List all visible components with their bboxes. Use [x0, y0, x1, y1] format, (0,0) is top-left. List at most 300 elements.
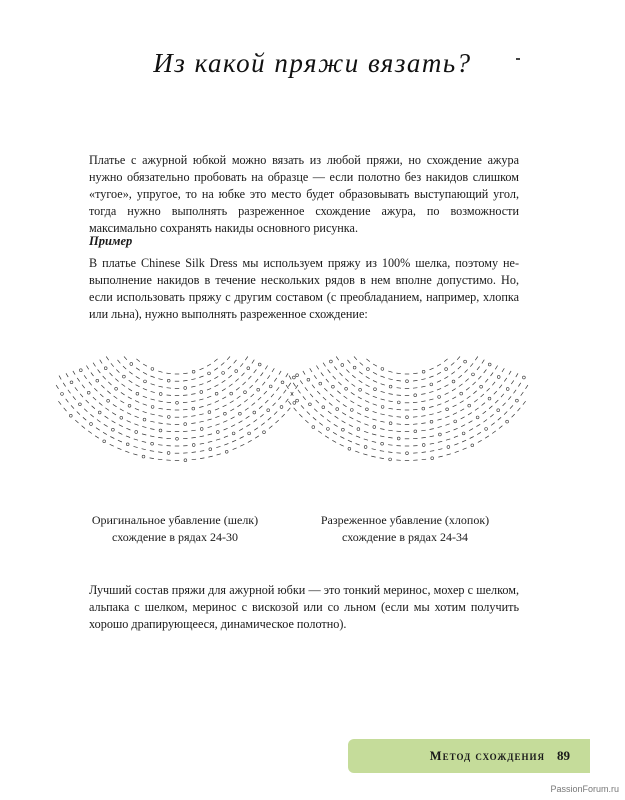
- stitch-knit-mark: [159, 386, 163, 387]
- stitch-knit-mark: [303, 396, 306, 399]
- stitch-knit-mark: [348, 433, 352, 435]
- stitch-knit-mark: [208, 434, 212, 435]
- stitch-knit-mark: [437, 411, 441, 412]
- stitch-knit-mark: [251, 394, 254, 397]
- stitch-knit-mark: [380, 421, 384, 422]
- stitch-knit-mark: [135, 408, 139, 410]
- stitch-knit-mark: [258, 397, 261, 400]
- stitch-knit-mark: [365, 393, 369, 395]
- stitch-knit-mark: [59, 376, 61, 380]
- stitch-knit-mark: [336, 357, 339, 361]
- stitch-knit-mark: [481, 394, 484, 397]
- stitch-knit-mark: [452, 389, 456, 391]
- stitch-knit-mark: [421, 430, 425, 431]
- stitch-yo-mark: [430, 420, 433, 423]
- stitch-yo-mark: [366, 408, 369, 411]
- stitch-knit-mark: [106, 357, 109, 361]
- stitch-knit-mark: [316, 400, 319, 403]
- stitch-knit-mark: [223, 421, 227, 423]
- stitch-knit-mark: [199, 384, 203, 385]
- stitch-knit-mark: [413, 380, 417, 381]
- stitch-knit-mark: [495, 366, 497, 370]
- stitch-yo-mark: [350, 409, 353, 412]
- stitch-knit-mark: [215, 401, 219, 403]
- stitch-knit-mark: [430, 436, 434, 437]
- stitch-knit-mark: [224, 436, 228, 438]
- stitch-knit-mark: [151, 391, 155, 392]
- stitch-yo-mark: [381, 368, 384, 371]
- stitch-knit-mark: [98, 370, 101, 374]
- stitch-knit-mark: [380, 429, 384, 430]
- stitch-yo-mark: [307, 378, 310, 381]
- stitch-knit-mark: [135, 416, 139, 418]
- stitch-knit-mark: [276, 387, 279, 391]
- stitch-knit-mark: [473, 382, 476, 385]
- stitch-knit-mark: [143, 364, 147, 366]
- stitch-knit-mark: [429, 391, 433, 392]
- stitch-knit-mark: [352, 384, 356, 387]
- stitch-knit-mark: [317, 391, 320, 394]
- stitch-yo-mark: [452, 380, 455, 383]
- stitch-yo-mark: [364, 446, 367, 449]
- stitch-knit-mark: [110, 437, 114, 439]
- stitch-knit-mark: [329, 403, 332, 406]
- stitch-yo-mark: [406, 380, 409, 383]
- page-number: 89: [557, 748, 570, 763]
- stitch-knit-mark: [453, 413, 457, 415]
- stitch-knit-mark: [310, 368, 312, 372]
- stitch-knit-mark: [143, 372, 147, 374]
- stitch-knit-mark: [444, 359, 447, 362]
- stitch-knit-mark: [110, 444, 114, 446]
- stitch-knit-mark: [143, 396, 147, 398]
- stitch-knit-mark: [389, 394, 393, 395]
- stitch-yo-mark: [397, 437, 400, 440]
- stitch-yo-mark: [248, 432, 251, 435]
- chart-original-decrease: [55, 352, 300, 484]
- stitch-yo-mark: [353, 366, 356, 369]
- stitch-knit-mark: [366, 385, 370, 387]
- stitch-yo-mark: [374, 388, 377, 391]
- stitch-knit-mark: [499, 426, 502, 429]
- stitch-knit-mark: [150, 458, 154, 459]
- stitch-knit-mark: [289, 376, 291, 380]
- stitch-knit-mark: [112, 413, 116, 415]
- stitch-yo-mark: [126, 443, 129, 446]
- stitch-knit-mark: [158, 452, 162, 453]
- stitch-knit-mark: [526, 385, 528, 389]
- stitch-knit-mark: [207, 388, 211, 390]
- stitch-yo-mark: [130, 363, 133, 366]
- stitch-knit-mark: [158, 423, 162, 424]
- stitch-yo-mark: [159, 429, 162, 432]
- stitch-knit-mark: [136, 368, 140, 371]
- stitch-knit-mark: [333, 432, 337, 434]
- stitch-yo-mark: [488, 363, 491, 366]
- stitch-knit-mark: [523, 401, 526, 405]
- stitch-knit-mark: [231, 417, 235, 419]
- stitch-yo-mark: [225, 450, 228, 453]
- stitch-knit-mark: [299, 414, 302, 417]
- stitch-knit-mark: [316, 366, 318, 370]
- stitch-knit-mark: [516, 373, 518, 377]
- intro-paragraph: Платье с ажурной юбкой можно вязать из любой пряжи, но схождение ажура нужно обязательно пробовать на образце — если полотно без накидов слишком «тугое», упругое, то на юбке это место будет образовывать выступающий угол, тогда нужно выполнять разреженное схождение ажура, по возможности максимально сохранять накиды основного рисунка.: [89, 153, 519, 235]
- stitch-knit-mark: [107, 391, 110, 394]
- stitch-yo-mark: [69, 414, 72, 417]
- stitch-knit-mark: [364, 424, 368, 426]
- stitch-knit-mark: [126, 428, 130, 430]
- stitch-knit-mark: [237, 404, 241, 406]
- stitch-yo-mark: [224, 412, 227, 415]
- stitch-knit-mark: [337, 391, 340, 394]
- stitch-yo-mark: [104, 367, 107, 370]
- stitch-knit-mark: [224, 444, 228, 446]
- stitch-knit-mark: [252, 403, 255, 406]
- stitch-knit-mark: [345, 379, 348, 382]
- stitch-knit-mark: [372, 434, 376, 435]
- stitch-knit-mark: [207, 419, 211, 420]
- stitch-knit-mark: [323, 397, 326, 400]
- stitch-knit-mark: [159, 408, 163, 409]
- stitch-knit-mark: [134, 446, 138, 447]
- stitch-knit-mark: [444, 376, 448, 378]
- stitch-yo-mark: [208, 411, 211, 414]
- stitch-knit-mark: [77, 412, 80, 415]
- stitch-knit-mark: [346, 370, 349, 373]
- stitch-knit-mark: [518, 408, 521, 411]
- caption-sparse-line-2: схождение в рядах 24-34: [342, 530, 468, 544]
- stitch-knit-mark: [150, 414, 154, 415]
- stitch-yo-mark: [445, 368, 448, 371]
- stitch-knit-mark: [71, 405, 74, 408]
- stitch-knit-mark: [482, 360, 484, 364]
- stitch-knit-mark: [143, 411, 147, 412]
- stitch-knit-mark: [240, 437, 244, 439]
- stitch-knit-mark: [246, 424, 250, 426]
- stitch-knit-mark: [470, 437, 474, 439]
- stitch-knit-mark: [344, 396, 348, 399]
- stitch-knit-mark: [110, 373, 113, 376]
- stitch-yo-mark: [471, 444, 474, 447]
- stitch-knit-mark: [228, 375, 231, 378]
- stitch-knit-mark: [501, 394, 504, 397]
- stitch-yo-mark: [422, 370, 425, 373]
- stitch-knit-mark: [73, 371, 75, 375]
- stitch-yo-mark: [115, 387, 118, 390]
- stitch-knit-mark: [191, 437, 195, 438]
- stitch-knit-mark: [274, 378, 277, 382]
- stitch-knit-mark: [150, 451, 154, 452]
- stitch-knit-mark: [248, 440, 252, 442]
- stitch-knit-mark: [495, 400, 498, 403]
- stitch-knit-mark: [373, 411, 377, 412]
- stitch-knit-mark: [357, 421, 361, 423]
- stitch-knit-mark: [421, 386, 425, 387]
- stitch-knit-mark: [469, 429, 473, 431]
- stitch-knit-mark: [451, 372, 455, 375]
- stitch-knit-mark: [328, 411, 331, 414]
- stitch-knit-mark: [82, 426, 85, 429]
- stitch-knit-mark: [222, 380, 226, 382]
- stitch-knit-mark: [121, 392, 125, 395]
- stitch-knit-mark: [167, 388, 171, 389]
- stitch-knit-mark: [89, 382, 92, 385]
- stitch-knit-mark: [191, 386, 195, 387]
- stitch-knit-mark: [214, 359, 217, 362]
- stitch-yo-mark: [61, 393, 64, 396]
- stitch-knit-mark: [348, 440, 352, 442]
- stitch-knit-mark: [214, 368, 218, 371]
- stitch-knit-mark: [248, 376, 251, 379]
- stitch-knit-mark: [95, 436, 99, 438]
- stitch-knit-mark: [230, 401, 234, 403]
- stitch-knit-mark: [356, 444, 360, 446]
- stitch-yo-mark: [232, 432, 235, 435]
- stitch-knit-mark: [389, 408, 393, 409]
- stitch-yo-mark: [389, 458, 392, 461]
- stitch-knit-mark: [268, 417, 271, 420]
- stitch-knit-mark: [221, 363, 224, 366]
- stitch-knit-mark: [134, 439, 138, 440]
- stitch-knit-mark: [430, 368, 434, 370]
- stitch-knit-mark: [103, 432, 107, 434]
- stitch-knit-mark: [191, 430, 195, 431]
- stitch-knit-mark: [430, 443, 434, 444]
- stitch-knit-mark: [265, 400, 268, 403]
- stitch-knit-mark: [99, 403, 102, 406]
- stitch-yo-mark: [192, 407, 195, 410]
- stitch-knit-mark: [273, 403, 276, 406]
- stitch-knit-mark: [254, 420, 258, 423]
- stitch-knit-mark: [363, 454, 367, 455]
- stitch-yo-mark: [222, 372, 225, 375]
- stitch-knit-mark: [429, 399, 433, 400]
- stitch-knit-mark: [380, 458, 384, 459]
- stitch-knit-mark: [261, 423, 265, 426]
- stitch-yo-mark: [422, 444, 425, 447]
- stitch-knit-mark: [445, 416, 449, 418]
- stitch-knit-mark: [478, 440, 482, 442]
- stitch-knit-mark: [474, 399, 478, 402]
- stitch-knit-mark: [245, 357, 248, 361]
- stitch-yo-mark: [438, 396, 441, 399]
- stitch-knit-mark: [151, 376, 155, 378]
- stitch-knit-mark: [429, 406, 433, 407]
- stitch-yo-mark: [184, 387, 187, 390]
- stitch-yo-mark: [107, 399, 110, 402]
- stitch-knit-mark: [463, 448, 467, 450]
- stitch-knit-mark: [380, 451, 384, 452]
- stitch-knit-mark: [134, 424, 138, 426]
- stitch-yo-mark: [468, 404, 471, 407]
- stitch-yo-mark: [200, 391, 203, 394]
- stitch-yo-mark: [239, 412, 242, 415]
- stitch-yo-mark: [446, 408, 449, 411]
- stitch-knit-mark: [430, 429, 434, 430]
- stitch-knit-mark: [312, 385, 315, 388]
- stitch-yo-mark: [454, 420, 457, 423]
- stitch-knit-mark: [150, 436, 154, 437]
- chart-sparse-decrease: [285, 352, 530, 484]
- stitch-knit-mark: [373, 381, 377, 383]
- stitch-knit-mark: [239, 429, 243, 431]
- stitch-yo-mark: [439, 433, 442, 436]
- stitch-knit-mark: [143, 404, 147, 406]
- stitch-knit-mark: [265, 366, 267, 370]
- stitch-knit-mark: [460, 401, 464, 403]
- stitch-knit-mark: [124, 357, 127, 360]
- stitch-knit-mark: [334, 424, 338, 426]
- stitch-knit-mark: [231, 425, 235, 427]
- stitch-yo-mark: [397, 401, 400, 404]
- stitch-knit-mark: [191, 423, 195, 424]
- footer-band: [348, 739, 590, 773]
- stitch-knit-mark: [93, 363, 95, 367]
- stitch-knit-mark: [136, 376, 140, 378]
- stitch-knit-mark: [438, 426, 442, 427]
- stitch-knit-mark: [200, 368, 204, 370]
- stitch-yo-mark: [341, 364, 344, 367]
- stitch-yo-mark: [167, 379, 170, 382]
- stitch-knit-mark: [397, 380, 401, 381]
- caption-original-line-2: схождение в рядах 24-30: [112, 530, 238, 544]
- stitch-yo-mark: [414, 394, 417, 397]
- stitch-symbols: [286, 357, 528, 461]
- stitch-knit-mark: [343, 404, 347, 406]
- stitch-knit-mark: [334, 367, 337, 370]
- stitch-knit-mark: [319, 423, 323, 426]
- stitch-knit-mark: [158, 445, 162, 446]
- stitch-knit-mark: [485, 379, 488, 382]
- stitch-knit-mark: [437, 388, 441, 390]
- stitch-knit-mark: [119, 425, 123, 427]
- stitch-yo-mark: [192, 370, 195, 373]
- stitch-knit-mark: [269, 426, 272, 429]
- stitch-knit-mark: [446, 439, 450, 440]
- stitch-knit-mark: [437, 372, 441, 374]
- stitch-yo-mark: [247, 367, 250, 370]
- stitch-knit-mark: [499, 385, 502, 388]
- stitch-knit-mark: [475, 408, 479, 411]
- stitch-knit-mark: [224, 428, 228, 430]
- stitch-yo-mark: [184, 459, 187, 462]
- stitch-knit-mark: [465, 370, 468, 373]
- stitch-knit-mark: [151, 399, 155, 400]
- stitch-knit-mark: [150, 429, 154, 430]
- stitch-knit-mark: [342, 421, 346, 423]
- stitch-yo-mark: [431, 457, 434, 460]
- stitch-knit-mark: [118, 440, 122, 442]
- stitch-knit-mark: [468, 413, 472, 415]
- stitch-knit-mark: [278, 396, 281, 399]
- stitch-knit-mark: [158, 371, 162, 372]
- stitch-knit-mark: [108, 382, 111, 385]
- stitch-yo-mark: [327, 428, 330, 431]
- stitch-knit-mark: [234, 360, 237, 363]
- stitch-knit-mark: [120, 401, 124, 403]
- stitch-knit-mark: [340, 444, 344, 446]
- stitch-knit-mark: [245, 408, 249, 411]
- stitch-knit-mark: [421, 401, 425, 402]
- stitch-yo-mark: [216, 431, 219, 434]
- stitch-knit-mark: [63, 383, 65, 387]
- stitch-yo-mark: [87, 391, 90, 394]
- stitch-knit-mark: [511, 380, 514, 384]
- stitch-knit-mark: [467, 396, 471, 399]
- stitch-yo-mark: [135, 431, 138, 434]
- stitch-knit-mark: [397, 388, 401, 389]
- stitch-yo-mark: [296, 399, 299, 402]
- stitch-knit-mark: [372, 449, 376, 450]
- stitch-knit-mark: [388, 430, 392, 431]
- stitch-knit-mark: [381, 384, 385, 385]
- stitch-knit-mark: [327, 420, 331, 423]
- stitch-knit-mark: [207, 381, 211, 383]
- stitch-yo-mark: [309, 403, 312, 406]
- stitch-knit-mark: [350, 401, 354, 403]
- stitch-knit-mark: [459, 384, 463, 387]
- stitch-knit-mark: [335, 416, 339, 419]
- stitch-knit-mark: [105, 408, 109, 411]
- stitch-knit-mark: [422, 452, 426, 453]
- stitch-knit-mark: [250, 385, 253, 388]
- stitch-knit-mark: [101, 385, 104, 388]
- stitch-knit-mark: [437, 364, 441, 366]
- stitch-knit-mark: [264, 391, 267, 394]
- stitch-knit-mark: [421, 394, 425, 395]
- stitch-knit-mark: [88, 431, 92, 434]
- stitch-yo-mark: [208, 372, 211, 375]
- stitch-knit-mark: [310, 394, 313, 397]
- stitch-knit-mark: [476, 424, 480, 426]
- stitch-knit-mark: [136, 385, 140, 387]
- stitch-yo-mark: [267, 409, 270, 412]
- stitch-knit-mark: [128, 389, 132, 391]
- stitch-knit-mark: [372, 419, 376, 420]
- stitch-knit-mark: [421, 379, 425, 380]
- stitch-knit-mark: [104, 424, 108, 426]
- stitch-knit-mark: [66, 399, 69, 402]
- stitch-knit-mark: [183, 380, 187, 381]
- stitch-knit-mark: [354, 357, 357, 360]
- stitch-knit-mark: [373, 364, 377, 366]
- stitch-knit-mark: [222, 389, 226, 391]
- stitch-knit-mark: [142, 449, 146, 450]
- stitch-knit-mark: [58, 401, 61, 405]
- stitch-knit-mark: [413, 373, 417, 374]
- stitch-yo-mark: [79, 403, 82, 406]
- stitch-knit-mark: [114, 396, 118, 399]
- stitch-knit-mark: [482, 403, 485, 406]
- stitch-knit-mark: [447, 454, 451, 455]
- stitch-yo-mark: [269, 385, 272, 388]
- stitch-yo-mark: [258, 363, 261, 366]
- stitch-knit-mark: [373, 396, 377, 398]
- stitch-knit-mark: [487, 388, 490, 391]
- stitch-knit-mark: [494, 391, 497, 394]
- stitch-yo-mark: [136, 392, 139, 395]
- stitch-knit-mark: [502, 368, 504, 372]
- stitch-knit-mark: [117, 448, 121, 450]
- stitch-knit-mark: [291, 392, 294, 396]
- stitch-knit-mark: [503, 403, 506, 406]
- stitch-knit-mark: [340, 437, 344, 439]
- stitch-knit-mark: [100, 360, 102, 364]
- stitch-yo-mark: [336, 408, 339, 411]
- footer-section-title: Метод схождения: [429, 748, 545, 763]
- stitch-knit-mark: [68, 390, 71, 394]
- stitch-knit-mark: [91, 373, 94, 377]
